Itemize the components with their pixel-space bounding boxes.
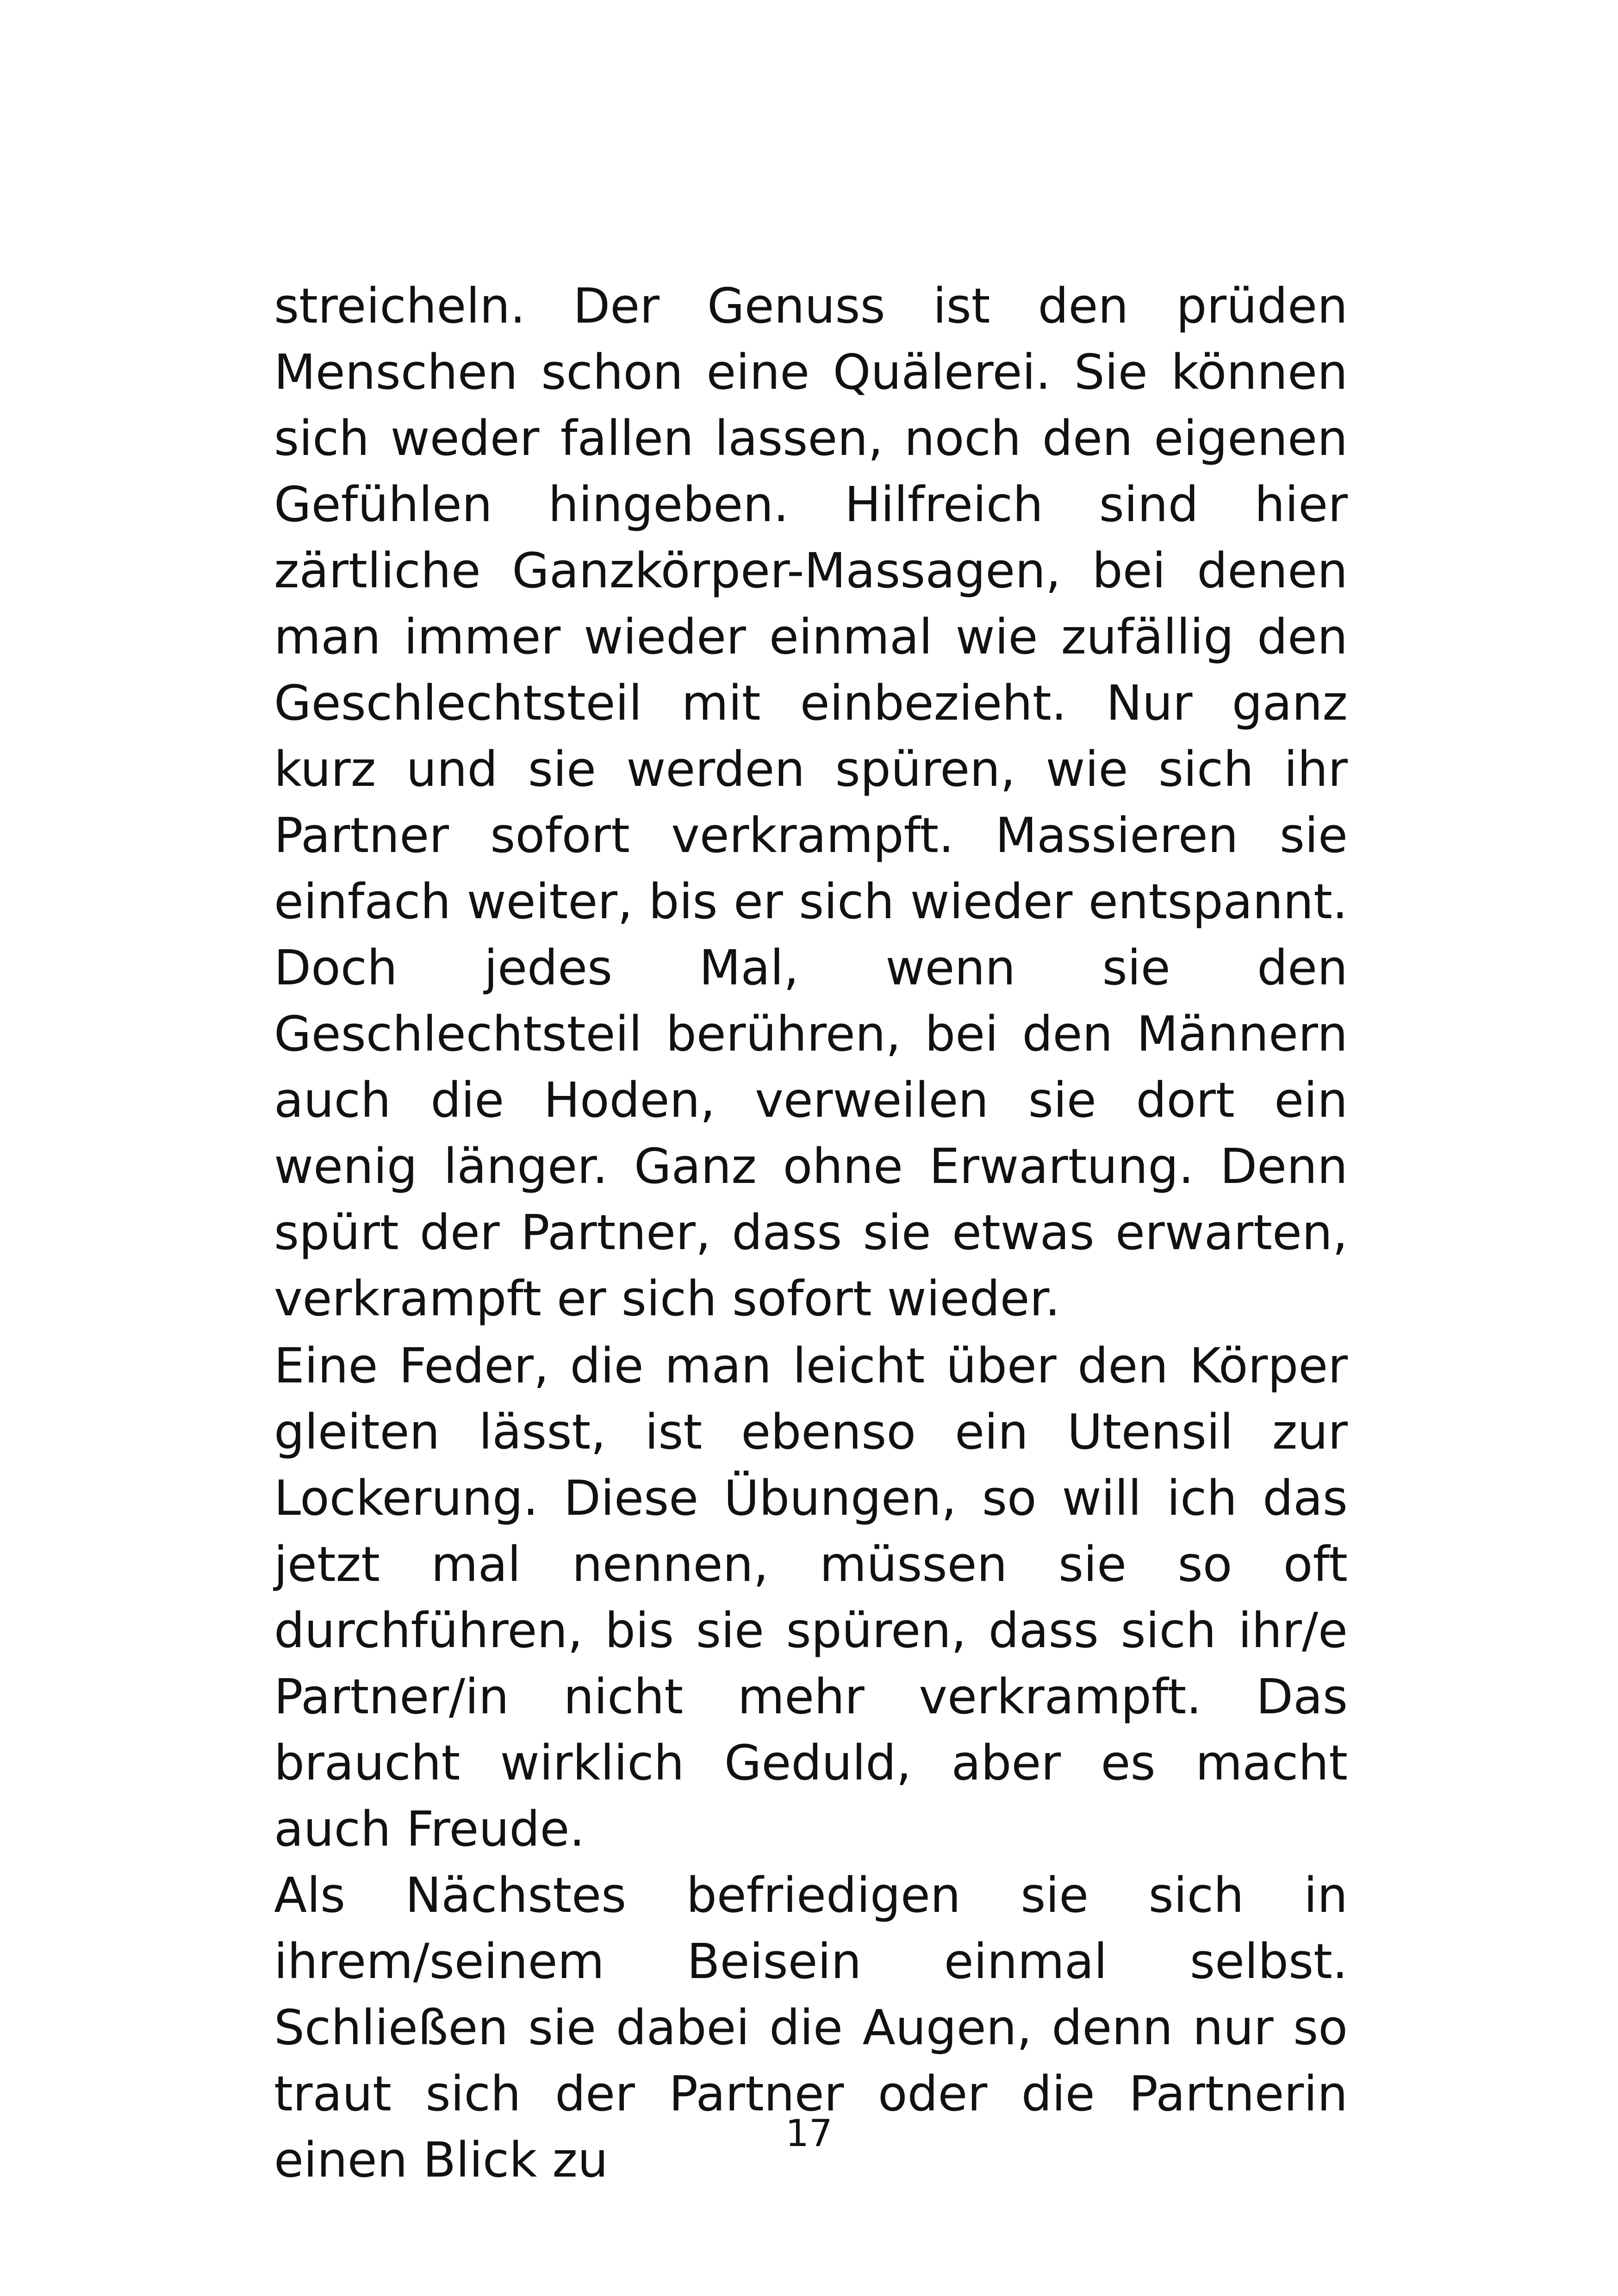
text-block-bottom [274,1333,1348,2193]
paragraph-1: streicheln. Der Genuss ist den prüden Menschen schon eine Quälerei. Sie können sich weder fallen lassen, noch den eigenen Gefühlen hingeben. Hilfreich sind hier zärtliche Ganzkörper-Massagen, bei denen man immer wieder einmal wie zufällig den Geschlechtsteil mit einbezieht. Nur ganz kurz und sie werden spüren, wie sich ihr Partner sofort verkrampft. Massieren sie einfach weiter, bis er sich wieder entspannt. Doch jedes Mal, wenn sie den Geschlechtsteil berühren, bei den Männern auch die Hoden, verweilen sie dort ein wenig länger. Ganz ohne Erwartung. Denn spürt der Partner, dass sie etwas erwarten, verkrampft er sich sofort wieder. [274,278,1348,1327]
page-number: 17 [785,2112,833,2155]
text-block-top [274,273,1348,1332]
paragraph-2: Eine Feder, die man leicht über den Körper gleiten lässt, ist ebenso ein Utensil zur Lockerung. Diese Übungen, so will ich das jetzt mal nennen, müssen sie so oft durchführen, bis sie spüren, dass sich ihr/e Partner/in nicht mehr verkrampft. Das braucht wirklich Geduld, aber es macht auch Freude. [274,1338,1348,1857]
paragraph-3: Als Nächstes befriedigen sie sich in ihrem/seinem Beisein einmal selbst. Schließen sie dabei die Augen, denn nur so traut sich der Partner oder die Partnerin einen Blick zu [274,1867,1348,2188]
